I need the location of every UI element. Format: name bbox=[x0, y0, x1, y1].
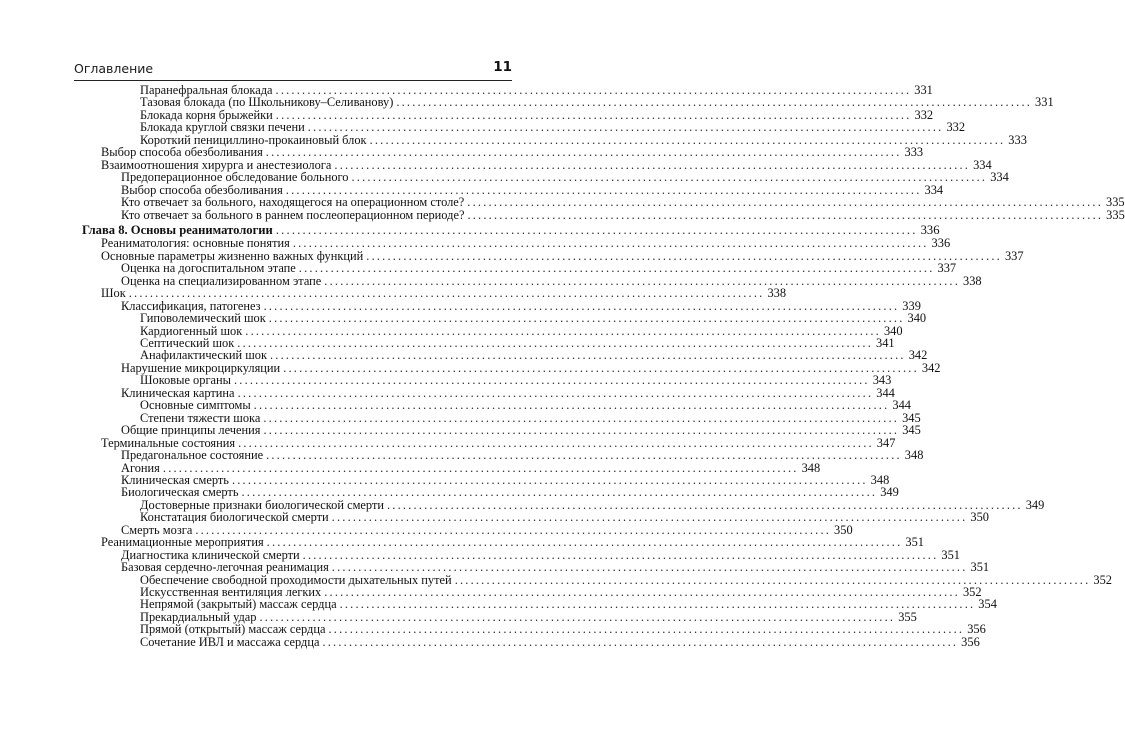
toc-leader-dots: ........................................................................................................................ bbox=[324, 585, 960, 599]
toc-entry-label: Прекардиальный удар bbox=[140, 609, 257, 624]
toc-entry-page: 336 bbox=[931, 236, 951, 251]
toc-entry-page: 337 bbox=[1004, 248, 1024, 263]
toc-entry-page: 350 bbox=[834, 522, 853, 537]
toc-leader-dots: ........................................................................................................................ bbox=[387, 497, 1023, 512]
toc-entry-page: 340 bbox=[907, 311, 927, 326]
toc-entry-label: Кто отвечает за больного, находящегося на операционном столе? bbox=[121, 195, 465, 210]
toc-entry-label: Выбор способа обезболивания bbox=[121, 182, 283, 197]
toc-entry-label: Сочетание ИВЛ и массажа сердца bbox=[140, 634, 320, 649]
toc-leader-dots: ........................................................................................................................ bbox=[275, 107, 912, 122]
toc-leader-dots: ........................................................................................................................ bbox=[245, 323, 881, 338]
toc-entry-label: Шок bbox=[101, 286, 126, 301]
toc-entry-label: Выбор способа обезболивания bbox=[101, 145, 263, 160]
toc-leader-dots: ........................................................................................................................ bbox=[331, 560, 968, 575]
toc-leader-dots: ........................................................................................................................ bbox=[307, 120, 944, 135]
toc-leader-dots: ........................................................................................................................ bbox=[331, 510, 968, 525]
toc-chapter bbox=[82, 222, 940, 237]
toc-entry-label: Анафилактический шок bbox=[140, 348, 267, 363]
toc-entry-page: 340 bbox=[883, 323, 903, 338]
toc-leader-dots: ........................................................................................................................ bbox=[263, 423, 900, 438]
toc-leader-dots: ........................................................................................................................ bbox=[233, 373, 870, 388]
toc-entry bbox=[121, 207, 1125, 222]
toc-entry-label: Септический шок bbox=[140, 336, 235, 350]
toc-entry-page: 348 bbox=[801, 460, 821, 475]
toc-entry-label: Реанимационные мероприятия bbox=[101, 535, 264, 550]
toc-entry-page: 349 bbox=[1025, 497, 1045, 512]
toc-entry-page: 335 bbox=[1106, 195, 1125, 210]
toc-entry-page: 356 bbox=[961, 634, 980, 649]
toc-leader-dots: ........................................................................................................................ bbox=[369, 132, 1006, 147]
toc-leader-dots: ........................................................................................................................ bbox=[195, 522, 832, 537]
toc-entry-label: Гиповолемический шок bbox=[140, 311, 266, 326]
toc-entry-page: 331 bbox=[914, 83, 933, 97]
toc-leader-dots: ........................................................................................................................ bbox=[263, 298, 900, 313]
toc-leader-dots: ........................................................................................................................ bbox=[263, 410, 900, 425]
toc-leader-dots: ........................................................................................................................ bbox=[366, 248, 1002, 263]
toc-leader-dots: ........................................................................................................................ bbox=[467, 195, 1104, 210]
toc-entry-label: Искусственная вентиляция легких bbox=[140, 585, 322, 599]
toc-entry-page: 335 bbox=[1106, 207, 1125, 222]
toc-leader-dots: ........................................................................................................................ bbox=[334, 157, 971, 172]
toc-entry-label: Базовая сердечно-легочная реанимация bbox=[121, 560, 329, 575]
header-page-number: 11 bbox=[493, 59, 512, 75]
toc-entry-page: 345 bbox=[902, 423, 921, 438]
toc-entry-page: 337 bbox=[937, 261, 957, 276]
toc-entry-label: Клиническая смерть bbox=[121, 472, 229, 487]
toc-entry-label: Обеспечение свободной проходимости дыхательных путей bbox=[140, 572, 452, 587]
toc-leader-dots: ........................................................................................................................ bbox=[292, 236, 929, 251]
toc-leader-dots: ........................................................................................................................ bbox=[283, 360, 919, 375]
toc-leader-dots: ........................................................................................................................ bbox=[266, 535, 903, 550]
toc-entry-page: 338 bbox=[767, 286, 787, 301]
toc-entry-page: 355 bbox=[898, 609, 917, 624]
toc-leader-dots: ........................................................................................................................ bbox=[351, 170, 988, 185]
toc-entry-label: Кардиогенный шок bbox=[140, 323, 243, 338]
toc-leader-dots: ........................................................................................................................ bbox=[241, 485, 878, 500]
toc-entry-label: Паранефральная блокада bbox=[140, 83, 273, 97]
toc-entry-label: Предагональное состояние bbox=[121, 448, 264, 463]
toc-entry-label: Прямой (открытый) массаж сердца bbox=[140, 622, 326, 637]
toc-leader-dots: ........................................................................................................................ bbox=[275, 83, 912, 97]
toc-leader-dots: ........................................................................................................................ bbox=[396, 95, 1033, 110]
toc-leader-dots: ........................................................................................................................ bbox=[298, 261, 935, 276]
toc-entry-label: Констатация биологической смерти bbox=[140, 510, 329, 525]
toc-entry-page: 333 bbox=[1008, 132, 1027, 147]
toc-entry-label: Степени тяжести шока bbox=[140, 410, 261, 425]
toc-entry-page: 342 bbox=[921, 360, 941, 375]
toc-leader-dots: ........................................................................................................................ bbox=[266, 448, 902, 463]
toc-entry-page: 336 bbox=[920, 222, 940, 237]
toc-entry-page: 349 bbox=[880, 485, 899, 500]
toc-entry-label: Достоверные признаки биологической смерти bbox=[140, 497, 384, 512]
toc-entry-label: Биологическая смерть bbox=[121, 485, 239, 500]
toc-leader-dots: ........................................................................................................................ bbox=[270, 348, 906, 363]
toc-entry-page: 354 bbox=[978, 597, 997, 612]
toc-entry-page: 342 bbox=[908, 348, 928, 363]
toc-entry-label: Глава 8. Основы реаниматологии bbox=[82, 222, 273, 237]
toc-entry-label: Нарушение микроциркуляции bbox=[121, 360, 281, 375]
toc-leader-dots: ........................................................................................................................ bbox=[268, 311, 905, 326]
toc-leader-dots: ........................................................................................................................ bbox=[328, 622, 965, 637]
toc-entry-page: 345 bbox=[902, 410, 921, 425]
toc-leader-dots: ........................................................................................................................ bbox=[322, 634, 959, 649]
toc-entry-page: 338 bbox=[963, 273, 982, 288]
toc-entry-page: 347 bbox=[876, 435, 896, 450]
toc-entry-label: Непрямой (закрытый) массаж сердца bbox=[140, 597, 337, 612]
toc-entry-page: 351 bbox=[941, 547, 960, 562]
toc-entry-page: 332 bbox=[946, 120, 966, 135]
toc-entry-label: Шоковые органы bbox=[140, 373, 231, 388]
toc-entry-label: Клиническая картина bbox=[121, 385, 235, 400]
toc-leader-dots: ........................................................................................................................ bbox=[237, 336, 873, 350]
toc-entry-page: 333 bbox=[904, 145, 924, 160]
toc-entry-page: 334 bbox=[990, 170, 1009, 185]
toc-leader-dots: ........................................................................................................................ bbox=[285, 182, 922, 197]
toc-leader-dots: ........................................................................................................................ bbox=[231, 472, 868, 487]
toc-leader-dots: ........................................................................................................................ bbox=[339, 597, 976, 612]
toc-leader-dots: ........................................................................................................................ bbox=[128, 286, 765, 301]
toc-leader-dots: ........................................................................................................................ bbox=[265, 145, 902, 160]
toc-entry-page: 348 bbox=[904, 448, 924, 463]
header-title: Оглавление bbox=[74, 61, 154, 76]
toc-entry-page: 350 bbox=[970, 510, 989, 525]
toc-entry-page: 341 bbox=[876, 336, 895, 350]
toc-leader-dots: ........................................................................................................................ bbox=[467, 207, 1104, 222]
toc-entry-label: Кто отвечает за больного в раннем послеоперационном периоде? bbox=[121, 207, 465, 222]
toc-leader-dots: ........................................................................................................................ bbox=[454, 572, 1091, 587]
toc-entry-page: 351 bbox=[905, 535, 924, 550]
toc-entry-label: Смерть мозга bbox=[121, 522, 193, 537]
toc-entry-page: 334 bbox=[924, 182, 944, 197]
toc-entry-label: Основные параметры жизненно важных функций bbox=[101, 248, 364, 263]
toc-entry bbox=[140, 634, 980, 649]
toc-entry-label: Диагностика клинической смерти bbox=[121, 547, 300, 562]
toc-leader-dots: ........................................................................................................................ bbox=[237, 385, 874, 400]
toc-leader-dots: ........................................................................................................................ bbox=[302, 547, 939, 562]
toc-entry-page: 332 bbox=[914, 107, 934, 122]
toc-leader-dots: ........................................................................................................................ bbox=[238, 435, 874, 450]
toc-entry-label: Агония bbox=[121, 460, 160, 475]
toc-entry-label: Терминальные состояния bbox=[101, 435, 236, 450]
toc-entry-page: 352 bbox=[1093, 572, 1112, 587]
running-header bbox=[74, 58, 512, 81]
toc-entry-label: Блокада круглой связки печени bbox=[140, 120, 305, 135]
toc-leader-dots: ........................................................................................................................ bbox=[162, 460, 799, 475]
toc-leader-dots: ........................................................................................................................ bbox=[253, 398, 890, 413]
toc-entry-label: Общие принципы лечения bbox=[121, 423, 261, 438]
toc-entry-page: 351 bbox=[970, 560, 990, 575]
toc-entry-label: Короткий пенициллино-прокаиновый блок bbox=[140, 132, 367, 147]
toc-entry-page: 339 bbox=[902, 298, 921, 313]
toc-entry-page: 356 bbox=[967, 622, 986, 637]
toc-entry-page: 331 bbox=[1035, 95, 1054, 110]
toc-entry-label: Основные симптомы bbox=[140, 398, 251, 413]
toc-entry-page: 352 bbox=[962, 585, 982, 599]
toc-entry-label: Реаниматология: основные понятия bbox=[101, 236, 290, 251]
toc-entry-page: 344 bbox=[892, 398, 911, 413]
toc-entry-page: 343 bbox=[872, 373, 892, 388]
toc-leader-dots: ........................................................................................................................ bbox=[259, 609, 896, 624]
toc-entry-page: 334 bbox=[973, 157, 992, 172]
toc-leader-dots: ........................................................................................................................ bbox=[324, 273, 961, 288]
toc-entry-label: Блокада корня брыжейки bbox=[140, 107, 273, 122]
toc-entry-label: Тазовая блокада (по Школьникову–Селиванову) bbox=[140, 95, 394, 110]
toc-entry-label: Оценка на специализированном этапе bbox=[121, 273, 322, 288]
toc-entry-label: Классификация, патогенез bbox=[121, 298, 261, 313]
toc-entry-page: 348 bbox=[870, 472, 890, 487]
toc-entry-label: Взаимоотношения хирурга и анестезиолога bbox=[101, 157, 332, 172]
toc-entry-label: Оценка на догоспитальном этапе bbox=[121, 261, 296, 276]
toc-leader-dots: ........................................................................................................................ bbox=[275, 222, 918, 237]
toc-entry-label: Предоперационное обследование больного bbox=[121, 170, 349, 185]
toc-entry-page: 344 bbox=[876, 385, 895, 400]
